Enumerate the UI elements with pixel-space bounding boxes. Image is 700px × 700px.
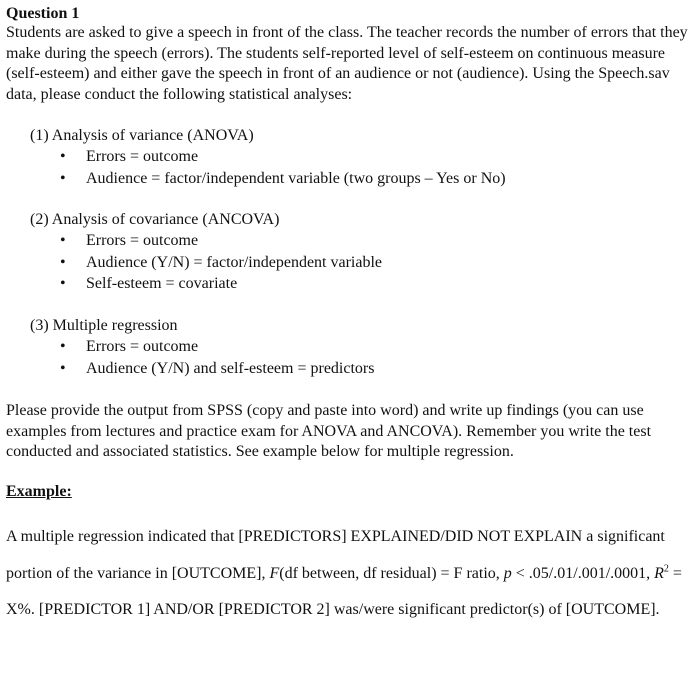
instructions-paragraph: Please provide the output from SPSS (copy and paste into word) and write up findings (you can use examples from lectures and practice exam for ANOVA and ANCOVA). Remember you write the test conducted and associated statistics. See example below for multiple regression. (6, 402, 652, 460)
section-ancova (30, 209, 382, 295)
list-item: • Self-esteem = covariate (30, 273, 382, 295)
list-item: • Audience (Y/N) = factor/independent variable (30, 252, 382, 274)
r-superscript: 2 (663, 563, 669, 575)
f-symbol: F (269, 564, 280, 582)
bullet-icon: • (60, 169, 66, 187)
example-label: Example: (6, 483, 72, 500)
r-symbol: R (654, 564, 664, 582)
list-item: • Audience = factor/independent variable (two groups – Yes or No) (30, 168, 506, 190)
section-anova (30, 125, 506, 189)
bullet-icon: • (60, 232, 66, 249)
list-item: • Errors = outcome (30, 336, 374, 358)
bullet-icon: • (60, 359, 66, 377)
example-paragraph: A multiple regression indicated that [PREDICTORS] EXPLAINED/DID NOT EXPLAIN a significant portion of the variance in [OUTCOME], F(df between, df residual) = F ratio, p < .05/.01/.001/.0001, $R^2 = X\%$. [PREDICTOR 1] AND/OR [PREDICTOR 2] was/were significant predictor(s) of [OUTCOME]. (6, 528, 682, 618)
bullet-list (30, 146, 506, 189)
bullet-icon: • (60, 253, 66, 271)
bullet-icon: • (60, 338, 66, 355)
question-intro: Students are asked to give a speech in front of the class. The teacher records the number of errors that they make during the speech (errors). The students self-reported level of self-esteem on continuous measure (self-esteem) and either gave the speech in front of an audience or not (audience). Using the Speech.sav data, please conduct the following statistical analyses: (6, 24, 688, 103)
section-regression (30, 315, 374, 379)
bullet-list (30, 336, 374, 379)
list-item: • Audience (Y/N) and self-esteem = predictors (30, 358, 374, 380)
section-title: (3) Multiple regression (30, 317, 178, 334)
section-title: (2) Analysis of covariance (ANCOVA) (30, 211, 280, 228)
bullet-icon: • (60, 148, 66, 165)
list-item: • Errors = outcome (30, 230, 382, 252)
bullet-list (30, 230, 382, 295)
bullet-icon: • (60, 275, 66, 292)
p-symbol: p (503, 564, 512, 582)
section-title: (1) Analysis of variance (ANOVA) (30, 127, 254, 144)
question-title: Question 1 (6, 5, 80, 22)
list-item: • Errors = outcome (30, 146, 506, 168)
